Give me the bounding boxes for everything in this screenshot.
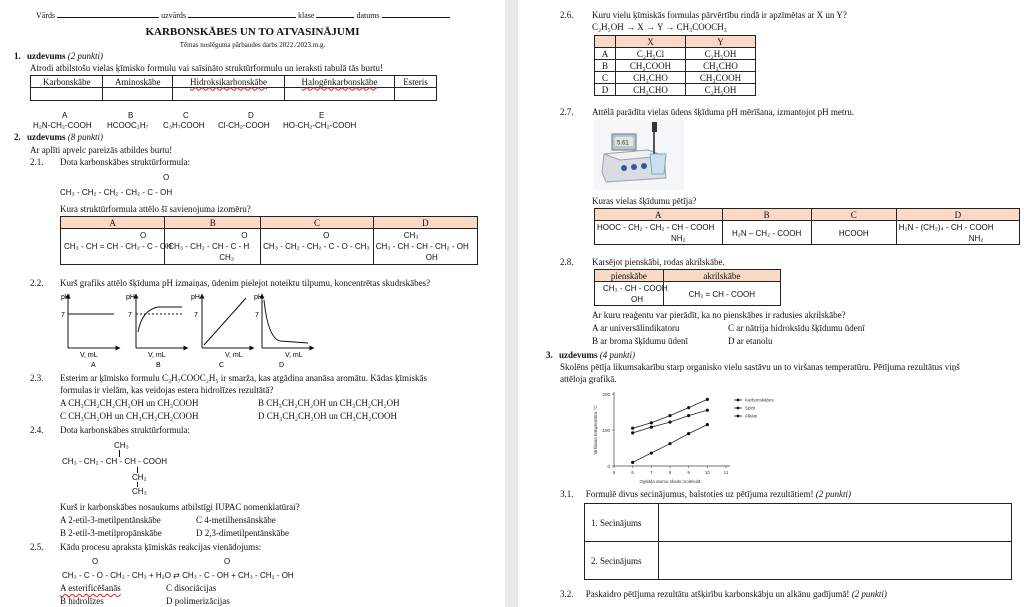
x-tick-label: 8 — [668, 470, 672, 475]
q2-7-text: Attēlā parādīta vielas ūdens šķīduma pH mērīšana, izmantojot pH metru. — [592, 107, 855, 117]
legend-label: Alkāni — [745, 413, 758, 419]
conclusion-2-label: 2. Secinājums — [585, 542, 659, 580]
q2-8-akrilskabe: CH₂ = CH - COOH — [663, 282, 780, 306]
t1-letter: A — [62, 111, 68, 120]
t1-formula: H₂N-CH₂-COOH — [33, 121, 92, 130]
q2-8-option-d[interactable]: D ar etanolu — [728, 336, 773, 346]
q2-1-option-d[interactable]: CH₃ CH₃ - CH - CH - CH₂ - OH OH — [373, 229, 477, 265]
graph-d[interactable] — [254, 294, 312, 369]
t1-answer-cell[interactable] — [31, 88, 103, 101]
q2-4-option-b[interactable]: B 2-etil-3-metilpropānskābe — [60, 528, 162, 538]
q2-1-col-head: B — [165, 217, 261, 229]
field-klase: klase — [298, 11, 315, 20]
q2-7-col-head: B — [722, 209, 811, 221]
task1-instruction: Atrodi atbilstošu vielas ķīmisko formulu vai saīsināto struktūrformulu un ieraksti tabulā tās burtu! — [30, 63, 383, 73]
legend-label: Karbonskābes — [745, 397, 774, 403]
q2-5-option-b[interactable]: B hidrolīzes — [60, 596, 104, 606]
data-point-karbonskābes — [650, 421, 653, 424]
data-point-alkāni — [668, 442, 671, 445]
x-tick-label: 5 — [612, 470, 616, 475]
q2-1-option-c[interactable]: O CH₃ - CH₂ - CH₂ - C - O - CH₃ — [261, 229, 374, 265]
q2-3-line1: Esterim ar ķīmisko formulu C₃H₇COOC₂H₅ ir smarža, kas atgādina ananāsa aromātu. Kādas ķīmiskās — [60, 373, 427, 383]
conclusion-1-field[interactable] — [659, 504, 1012, 542]
graph-letter: D — [279, 362, 285, 369]
q2-7-option-b[interactable]: H₂N – CH₂ - COOH — [722, 221, 811, 245]
graph-b[interactable] — [126, 294, 186, 369]
t1-header-cell: Hidroksikarbonskābe — [173, 76, 285, 88]
document-title: KARBONSKĀBES UN TO ATVASINĀJUMI — [145, 26, 360, 38]
q2-3-option-b[interactable]: B CH₃CH₂CH₂OH un CH₃CH₂CH₂OH — [258, 398, 400, 408]
q2-6-number: 2.6. — [560, 10, 574, 20]
q2-6-table — [594, 35, 756, 96]
q2-1-formula: CH₃ - CH₂ - CH₂ - CH₂ - C - OH — [60, 188, 173, 197]
q2-5-equation: CH₃ - C - O - CH₂ - CH₃ + H₂O ⇄ CH₃ - C - OH + CH₃ - CH₂ - OH — [62, 571, 294, 580]
q2-8-option-b[interactable]: B ar broma šķīdumu ūdenī — [592, 336, 688, 346]
q2-4-branch-1: CH₂ — [132, 473, 147, 482]
t1-letter: B — [128, 111, 134, 120]
t1-answer-cell[interactable] — [173, 88, 285, 101]
document-subtitle: Tēmas noslēguma pārbaudes darbs 2022./2023.m.g. — [179, 41, 326, 49]
x-tick-label: 7 — [650, 470, 653, 475]
graph-a[interactable] — [61, 294, 118, 369]
q2-8-pienskabe: CH₃ - CH - COOH OH — [595, 282, 664, 306]
data-point-spirti — [706, 409, 709, 412]
field-uzvards: uzvārds — [161, 11, 186, 20]
conclusion-1-label: 1. Secinājums — [585, 504, 659, 542]
data-point-spirti — [668, 420, 671, 423]
q2-4-option-c[interactable]: C 4-metilhensānskābe — [196, 515, 276, 525]
q2-8-question: Ar kuru reaģentu var pierādīt, ka no pienskābes ir radusies akrilskābe? — [592, 310, 846, 320]
q2-1-carbonyl-o: O — [163, 173, 170, 182]
data-point-spirti — [631, 431, 634, 434]
q2-4-question: Kurš ir karbonskābes nosaukums atbilstīgi IUPAC nomenklatūrai? — [60, 502, 300, 512]
q2-4-option-a[interactable]: A 2-etil-3-metilpentānskābe — [60, 515, 161, 525]
q2-6-head: Y — [686, 36, 756, 48]
x-tick-label: 6 — [631, 470, 634, 475]
ph-label: pH — [126, 294, 135, 301]
q2-5-o-left: O — [92, 557, 99, 566]
y-axis-title: Viršanas temperatūra °C — [593, 405, 598, 455]
data-point-karbonskābes — [668, 414, 671, 417]
q2-8-option-c[interactable]: C ar nātrija hidroksīdu šķīdumu ūdenī — [728, 323, 865, 333]
field-datums: datums — [356, 11, 380, 20]
q2-5-o-right: O — [224, 557, 231, 566]
q2-4-number: 2.4. — [30, 425, 44, 435]
y-tick-label: 0 — [607, 464, 610, 469]
q2-1-option-b[interactable]: O CH₃ - CH₂ - CH - C - H CH₃ — [165, 229, 261, 265]
conclusion-2-field[interactable] — [659, 542, 1012, 580]
q2-1-text: Dota karbonskābes struktūrformula: — [60, 157, 190, 167]
q2-3-number: 2.3. — [30, 373, 44, 383]
datums-line[interactable] — [382, 17, 450, 18]
q3-2-line: 3.2. Paskaidro pētījuma rezultātu atšķirību karbonskābju un alkānu gadījumā! (2 punkti) — [560, 589, 887, 599]
legend-marker — [737, 399, 740, 402]
q2-6-chain: C₂H₅OH → X → Y → CH₃COOCH₃ — [592, 22, 727, 32]
q2-5-number: 2.5. — [30, 542, 44, 552]
x-tick-label: 11 — [723, 470, 729, 475]
data-point-alkāni — [687, 432, 690, 435]
t1-formula: HO-CH₂-CH₂-COOH — [283, 121, 357, 130]
t1-letter: C — [183, 111, 189, 120]
t1-answer-cell[interactable] — [284, 88, 394, 101]
vml-label: V, mL — [80, 352, 98, 359]
graph-letter: A — [91, 362, 96, 369]
q2-8-head: akrilskābe — [663, 270, 780, 282]
page-gutter — [505, 0, 518, 607]
legend-label: Spirti — [745, 405, 756, 411]
task1-heading: 1. uzdevums (2 punkti) — [14, 51, 104, 61]
q3-1-answer-table — [584, 503, 1012, 580]
q2-6-head: X — [616, 36, 686, 48]
data-point-spirti — [650, 426, 653, 429]
klase-line[interactable] — [316, 17, 354, 18]
q2-7-col-head: D — [896, 209, 1019, 221]
legend-marker — [737, 415, 740, 418]
data-point-karbonskābes — [687, 406, 690, 409]
q3-1-line: 3.1. Formulē divus secinājumus, balstoties uz pētījuma rezultātiem! (2 punkti) — [560, 489, 851, 499]
q2-6-row-d[interactable]: D CH₃CHO C₂H₅OH — [595, 84, 756, 96]
t1-answer-cell[interactable] — [103, 88, 173, 101]
vml-label: V, mL — [285, 352, 303, 359]
q2-5-text: Kādu procesu apraksta ķīmiskās reakcijas vienādojums: — [60, 542, 262, 552]
q2-6-head — [595, 36, 616, 48]
q2-2-number: 2.2. — [30, 278, 44, 288]
task2-instruction: Ar aplīti apvelc pareizās atbildes burtu! — [30, 145, 173, 155]
document-page-left — [0, 0, 505, 607]
q2-1-option-a[interactable]: O CH₃ - CH = CH - CH₂ - C - OH — [61, 229, 165, 265]
q2-6-text: Kuru vielu ķīmiskās formulas pārvērtību rindā ir apzīmētas ar X un Y? — [592, 10, 847, 20]
task3-line1: Skolēns pētīja likumsakarību starp organisko vielu sastāvu un to viršanas temperatūru. Pētījuma rezultātus viņš — [560, 362, 960, 372]
q2-1-options-table — [60, 216, 478, 265]
q2-8-option-a[interactable]: A ar universālindikatoru — [592, 323, 680, 333]
q2-4-branch-top: CH₃ — [114, 441, 129, 450]
q2-5-option-a[interactable]: A esterificēšanās — [60, 583, 121, 593]
data-point-spirti — [687, 414, 690, 417]
t1-header-cell: Halogēnkarbonskābe — [284, 76, 394, 88]
x-tick-label: 9 — [687, 470, 690, 475]
q2-1-number: 2.1. — [30, 157, 44, 167]
seven-label: 7 — [128, 312, 132, 319]
x-tick-label: 10 — [704, 470, 710, 475]
data-point-karbonskābes — [631, 427, 634, 430]
q2-4-branch-2: CH₃ — [132, 487, 147, 496]
q2-1-col-head: C — [261, 217, 374, 229]
t1-header-cell: Aminoskābe — [103, 76, 173, 88]
ph-label: pH — [254, 294, 263, 301]
t1-letter: D — [248, 111, 254, 120]
q2-1-col-head: A — [61, 217, 165, 229]
t1-header-cell: Esteris — [395, 76, 437, 88]
t1-letter: E — [319, 111, 325, 120]
vml-label: V, mL — [225, 352, 243, 359]
data-point-karbonskābes — [706, 398, 709, 401]
q2-7-col-head: A — [595, 209, 723, 221]
ph-meter-photo — [594, 120, 684, 190]
data-point-alkāni — [650, 451, 653, 454]
ph-display: 5.61 — [617, 140, 629, 147]
q2-3-option-d[interactable]: D CH₃CH₂CH₂OH un CH₃CH₂COOH — [258, 411, 397, 421]
y-tick-label: 200 — [602, 392, 610, 397]
graph-c[interactable] — [191, 294, 252, 369]
ph-label: pH — [61, 294, 70, 301]
t1-formula: C₃H₇COOH — [163, 121, 205, 130]
y-tick-label: 100 — [602, 428, 610, 433]
q2-4-main-chain: CH₃ - CH₂ - CH - CH - COOH — [62, 457, 168, 466]
t1-header-cell: Karbonskābe — [31, 76, 103, 88]
q2-8-number: 2.8. — [560, 257, 574, 267]
q2-3-option-a[interactable]: A CH₃CH₂CH₂CH₂OH un CH₃COOH — [60, 398, 199, 408]
q2-7-col-head: C — [811, 209, 896, 221]
document-page-right — [518, 0, 1024, 607]
q2-7-number: 2.7. — [560, 107, 574, 117]
seven-label: 7 — [255, 312, 259, 319]
legend-marker — [737, 407, 740, 410]
task3-heading: 3. uzdevums (4 punkti) — [546, 350, 636, 360]
uzvards-line[interactable] — [188, 17, 296, 18]
q2-5-option-c[interactable]: C disociācijas — [166, 583, 217, 593]
q2-7-option-d[interactable]: H₂N - (CH₂)₄ - CH - COOH NH₂ — [896, 221, 1019, 245]
t1-formula: HCOOC₂H₇ — [107, 121, 149, 130]
task2-heading: 2. uzdevums (8 punkti) — [14, 132, 104, 142]
q2-8-head: pienskābe — [595, 270, 664, 282]
x-axis-title: Oglekļa atomu skaits molekulā — [639, 479, 701, 484]
t1-answer-cell[interactable] — [395, 88, 437, 101]
boiling-point-chart — [578, 386, 778, 486]
vml-label: V, mL — [148, 352, 166, 359]
task3-line2: attēloja grafikā. — [560, 374, 617, 384]
q2-6-row-b[interactable]: B CH₃COOH CH₃CHO — [595, 60, 756, 72]
q2-5-option-d[interactable]: D polimerizācijas — [166, 596, 230, 606]
graph-letter: C — [219, 362, 225, 369]
field-vards: Vārds — [36, 11, 56, 20]
q2-6-row-a[interactable]: A C₂H₅Cl C₂H₅OH — [595, 48, 756, 60]
header-fields — [36, 10, 450, 21]
q2-2-text: Kurš grafiks attēlo šķīduma pH izmaiņas, ūdenim pielejot noteiktu tilpumu, koncentrētas skudrskābes? — [60, 278, 431, 288]
q2-7-options-table — [594, 208, 1020, 245]
vards-line[interactable] — [57, 17, 159, 18]
q2-4-option-d[interactable]: D 2,3-dimetilpentānskābe — [196, 528, 289, 538]
t1-formula: Cl-CH₂-COOH — [218, 121, 270, 130]
q2-8-text: Karsējot pienskābi, rodas akrilskābe. — [592, 257, 725, 267]
q2-3-option-c[interactable]: C CH₃CH₂OH un CH₃CH₂CH₂COOH — [60, 411, 199, 421]
ph-label: pH — [191, 294, 200, 301]
seven-label: 7 — [61, 312, 65, 319]
q2-1-question: Kura struktūrformula attēlo šī savienojuma izomēru? — [60, 204, 251, 214]
q2-6-row-c[interactable]: C CH₃CHO CH₃COOH — [595, 72, 756, 84]
data-point-alkāni — [706, 423, 709, 426]
q2-7-option-c[interactable]: HCOOH — [811, 221, 896, 245]
seven-label: 7 — [194, 312, 198, 319]
q2-7-option-a[interactable]: HOOC - CH₂ - CH₂ - CH - COOH NH₂ — [595, 221, 723, 245]
q2-2-ph-graphs — [58, 290, 318, 370]
task1-answer-table — [30, 75, 437, 101]
graph-letter: B — [156, 362, 161, 369]
q2-3-line2: formulas ir vielām, kas veidojas estera hidrolīzes rezultātā? — [60, 385, 274, 395]
q2-1-col-head: D — [373, 217, 477, 229]
q2-7-question: Kuras vielas šķīdumu pētīja? — [592, 196, 697, 206]
q2-4-text: Dota karbonskābes struktūrformula: — [60, 425, 190, 435]
data-point-alkāni — [631, 461, 634, 464]
q2-8-table — [594, 269, 781, 306]
